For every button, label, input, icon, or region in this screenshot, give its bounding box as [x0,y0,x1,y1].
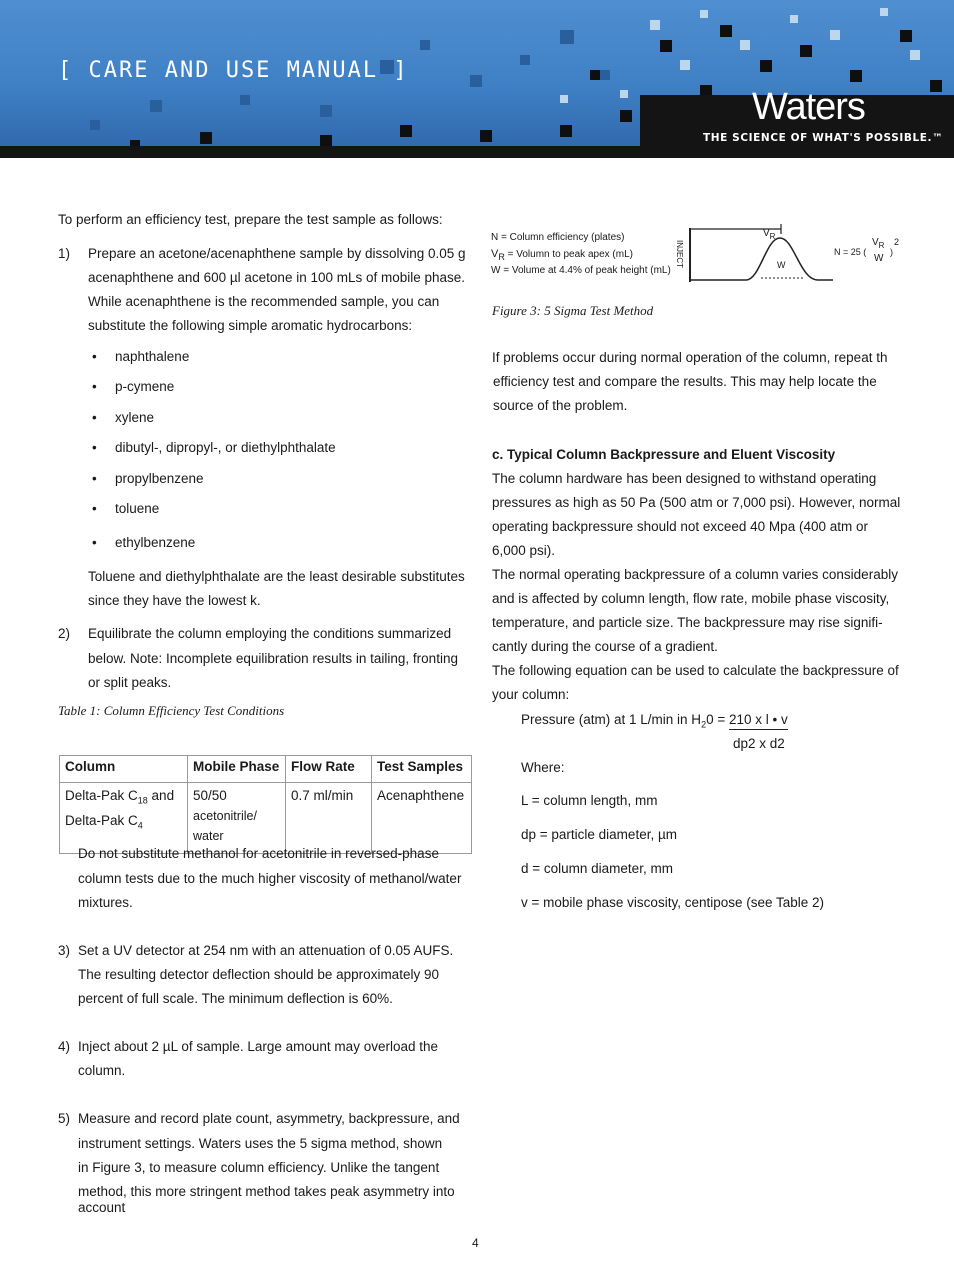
legend-n: N = Column efficiency (plates) [491,232,625,243]
step2-line: below. Note: Incomplete equilibration results in tailing, fronting [88,651,458,666]
step5-line: instrument settings. Waters uses the 5 sigma method, shown [78,1136,443,1151]
para1-line: 6,000 psi). [492,543,556,558]
problems-line: source of the problem. [493,398,628,413]
para2-line: cantly during the course of a gradient. [492,639,718,654]
definition: L = column length, mm [521,793,658,808]
methanol-note-line: mixtures. [78,895,133,910]
equation-numerator: 210 x l • v [729,712,788,730]
list-item: p-cymene [115,379,175,394]
header-banner [0,0,954,158]
formula-numerator: $V_R$ [872,237,885,250]
step3-line: percent of full scale. The minimum deflection is 60%. [78,991,393,1006]
step1-line: While acenaphthene is the recommended sample, you can [88,294,440,309]
step3-line: The resulting detector deflection should be approximately 90 [78,967,439,982]
step-number: 3) [58,943,71,958]
col-header: Column [60,756,188,783]
step-number: 1) [58,246,71,261]
list-item: xylene [115,410,155,425]
step1-line: acenaphthene and 600 µl acetone in 100 mLs of mobile phase. [88,270,466,285]
list-item: toluene [115,501,160,516]
cell-mobile-phase: 50/50 acetonitrile/ water [188,783,286,854]
efficiency-conditions-table [59,755,472,854]
problems-line: efficiency test and compare the results. This may help locate the [493,374,877,389]
list-item: ethylbenzene [115,535,196,550]
formula-prefix: N = 25 ( [834,247,867,257]
step5-line: account [78,1200,126,1215]
definition: v = mobile phase viscosity, centipose (see Table 2) [521,895,825,910]
para1-line: pressures as high as 50 Pa (500 atm or 7,000 psi). However, normal [492,495,901,510]
problems-line: If problems occur during normal operation of the column, repeat th [492,350,888,365]
where-label: Where: [521,760,565,775]
table-header-row [60,756,472,783]
step-number: 5) [58,1111,71,1126]
manual-title: [ CARE AND USE MANUAL ] [58,58,409,83]
step5-line: method, this more stringent method takes peak asymmetry into [78,1184,455,1199]
definition: d = column diameter, mm [521,861,673,876]
note-line: since they have the lowest k. [88,593,261,608]
intro-text: To perform an efficiency test, prepare the test sample as follows: [58,212,443,227]
step1-line: Prepare an acetone/acenaphthene sample by dissolving 0.05 g [88,246,466,261]
para2-line: temperature, and particle size. The backpressure may rise signifi- [492,615,883,630]
para2-line: and is affected by column length, flow rate, mobile phase viscosity, [492,591,890,606]
table-caption: Table 1: Column Efficiency Test Conditions [58,703,285,718]
tagline: THE SCIENCE OF WHAT'S POSSIBLE.™ [703,132,944,144]
methanol-note-line: column tests due to the much higher viscosity of methanol/water [78,871,462,886]
formula-denominator: W [874,253,884,264]
step4-line: Inject about 2 µL of sample. Large amount may overload the [78,1039,438,1054]
col-header: Mobile Phase [188,756,286,783]
section-heading: c. Typical Column Backpressure and Eluent Viscosity [492,447,836,462]
bullet-icon: • [92,410,97,425]
methanol-note-line: Do not substitute methanol for acetonitrile in reversed-phase [78,846,439,861]
sigma-test-figure [488,222,908,292]
step5-line: in Figure 3, to measure column efficiency. Unlike the tangent [78,1160,440,1175]
definition: dp = particle diameter, µm [521,827,677,842]
equation-denominator: dp2 x d2 [733,736,785,751]
peak-diagram [488,222,908,292]
para3-line: The following equation can be used to calculate the backpressure of [492,663,899,678]
vr-label: $V_R$ [763,228,776,241]
note-line: Toluene and diethylphthalate are the least desirable substitutes [88,569,465,584]
col-header: Test Samples [372,756,472,783]
bullet-icon: • [92,471,97,486]
list-item: dibutyl-, dipropyl-, or diethylphthalate [115,440,336,455]
pressure-equation: Pressure (atm) at 1 L/min in $H_20 = 210$ x l • v [521,712,788,730]
step-number: 4) [58,1039,71,1054]
step1-line: substitute the following simple aromatic hydrocarbons: [88,318,413,333]
step4-line: column. [78,1063,126,1078]
list-item: naphthalene [115,349,190,364]
cell-flow-rate: 0.7 ml/min [286,783,372,854]
legend-w: W = Volume at 4.4% of peak height (mL) [491,265,671,276]
col-header: Flow Rate [286,756,372,783]
bullet-icon: • [92,501,97,516]
step5-line: Measure and record plate count, asymmetry, backpressure, and [78,1111,460,1126]
cell-column: Delta-Pak $C_{18}$ and Delta-Pak $C_4$ [60,783,188,854]
step-number: 2) [58,626,71,641]
formula-exponent: 2 [894,237,900,247]
inject-label: INJECT [675,240,684,268]
figure-caption: Figure 3: 5 Sigma Test Method [492,303,654,318]
step3-line: Set a UV detector at 254 nm with an attenuation of 0.05 AUFS. [78,943,454,958]
waters-logo: Waters [752,86,865,128]
para1-line: operating backpressure should not exceed 40 Mpa (400 atm or [492,519,868,534]
w-label: W [777,260,786,270]
step2-line: Equilibrate the column employing the conditions summarized [88,626,452,641]
bullet-icon: • [92,535,97,550]
bullet-icon: • [92,379,97,394]
legend-vr: $V_R$ = Volumn to peak apex (mL) [491,248,633,262]
bullet-icon: • [92,440,97,455]
list-item: propylbenzene [115,471,204,486]
step2-line: or split peaks. [88,675,172,690]
formula-suffix: ) [890,247,893,257]
para1-line: The column hardware has been designed to withstand operating [492,471,877,486]
para3-line: your column: [492,687,570,702]
cell-test-sample: Acenaphthene [372,783,472,854]
para2-line: The normal operating backpressure of a column varies considerably [492,567,898,582]
bullet-icon: • [92,349,97,364]
page-number: 4 [472,1236,479,1250]
